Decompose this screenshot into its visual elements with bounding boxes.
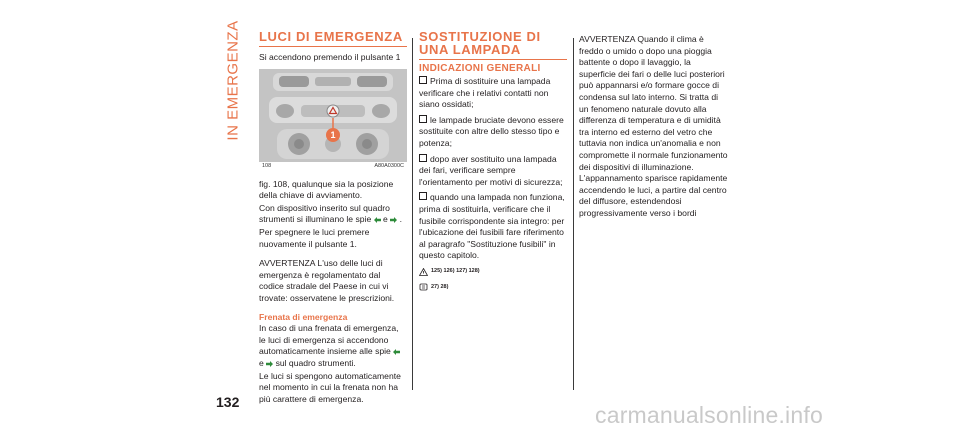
column-emergency-lights: [259, 30, 407, 409]
caution-hand-icon: [419, 283, 428, 291]
column-divider-1: [412, 38, 413, 390]
warning-reference-1: 125) 126) 127) 128): [419, 266, 567, 278]
left-turn-indicator-icon: [393, 349, 400, 355]
section-side-tab: [218, 20, 248, 140]
page-number: 132: [216, 394, 240, 410]
checkbox-bullet-icon: [419, 154, 427, 162]
warning-triangle-icon: [419, 268, 428, 276]
column-bulb-replacement: [419, 30, 567, 293]
paragraph-road-code-warning: AVVERTENZA L'uso delle luci di emergenza è regolamentato dal codice stradale del Paese in cui vi trovate: osservatene le prescrizioni.: [259, 258, 395, 303]
paragraph-auto-off: Le luci si spengono automaticamente nel momento in cui la frenata non ha più carattere di emergenza.: [259, 370, 401, 404]
callout-number: 1: [330, 129, 336, 140]
figure-code: A80A0300C: [374, 163, 404, 170]
bullet-item: dopo aver sostituito una lampada dei fari, verificare sempre l'orientamento per motivi di sicurezza;: [419, 153, 563, 187]
heading-emergency-lights: LUCI DI EMERGENZA: [259, 30, 407, 47]
intro-text: Si accendono premendo il pulsante 1: [259, 52, 401, 62]
checkbox-bullet-icon: [419, 115, 427, 123]
subheading-emergency-braking: Frenata di emergenza: [259, 311, 348, 322]
subheading-general-indications: INDICAZIONI GENERALI: [419, 63, 541, 74]
column-divider-2: [573, 38, 574, 390]
warning-reference-2: 27) 28): [419, 282, 567, 294]
right-turn-indicator-icon: [390, 217, 397, 223]
watermark: carmanualsonline.info: [595, 402, 823, 428]
dashboard-illustration: [259, 69, 407, 162]
column-condensation-warning: [579, 30, 729, 224]
figure-caption: [259, 162, 407, 173]
bullet-item: quando una lampada non funziona, prima di sostituirla, verificare che il fusibile corrispondente sia integro: per l'ubicazione dei fusibili fare riferimento al paragrafo "Sostituzione fusibili" in questo capitolo.: [419, 192, 565, 261]
checkbox-bullet-icon: [419, 76, 427, 84]
section-side-tab-label: IN EMERGENZA: [224, 19, 242, 141]
heading-bulb-replacement: SOSTITUZIONE DI UNA LAMPADA: [419, 30, 567, 60]
paragraph-turn-off: Per spegnere le luci premere nuovamente il pulsante 1.: [259, 226, 370, 249]
right-turn-indicator-icon: [266, 361, 273, 367]
checkbox-bullet-icon: [419, 192, 427, 200]
bullet-item: Prima di sostituire una lampada verificare che i relativi contatti non siano ossidati;: [419, 76, 551, 110]
figure-number: 108: [262, 163, 272, 170]
paragraph-warning-lights: Con dispositivo inserito sul quadro strumenti si illuminano le spie e .: [259, 202, 402, 225]
paragraph-condensation: AVVERTENZA Quando il clima è freddo o umido o dopo una pioggia battente o dopo il lavaggio, la superficie dei fari o delle luci posteriori può appannarsi e/o formare gocce di condensa sul lato interno. Si tratta di un fenomeno naturale dovuto alla differenza di temperatura e di umidità tra interno ed esterno del vetro che tuttavia non indica un'anomalia e non compromette il normale funzionamento dei dispositivi di illuminazione. L'appannamento sparisce rapidamente accendendo le luci, a partire dal centro del diffusore, estendendosi progressivamente verso i bordi: [579, 34, 728, 218]
bullet-item: le lampade bruciate devono essere sostituite con altre dello stesso tipo e potenza;: [419, 114, 564, 148]
paragraph-braking: In caso di una frenata di emergenza, le luci di emergenza si accendono automaticamente insieme alle spie e sul quadro strumenti.: [259, 323, 399, 368]
left-turn-indicator-icon: [374, 217, 381, 223]
paragraph-activation: fig. 108, qualunque sia la posizione della chiave di avviamento.: [259, 178, 394, 201]
figure-hazard-button: [259, 69, 407, 173]
